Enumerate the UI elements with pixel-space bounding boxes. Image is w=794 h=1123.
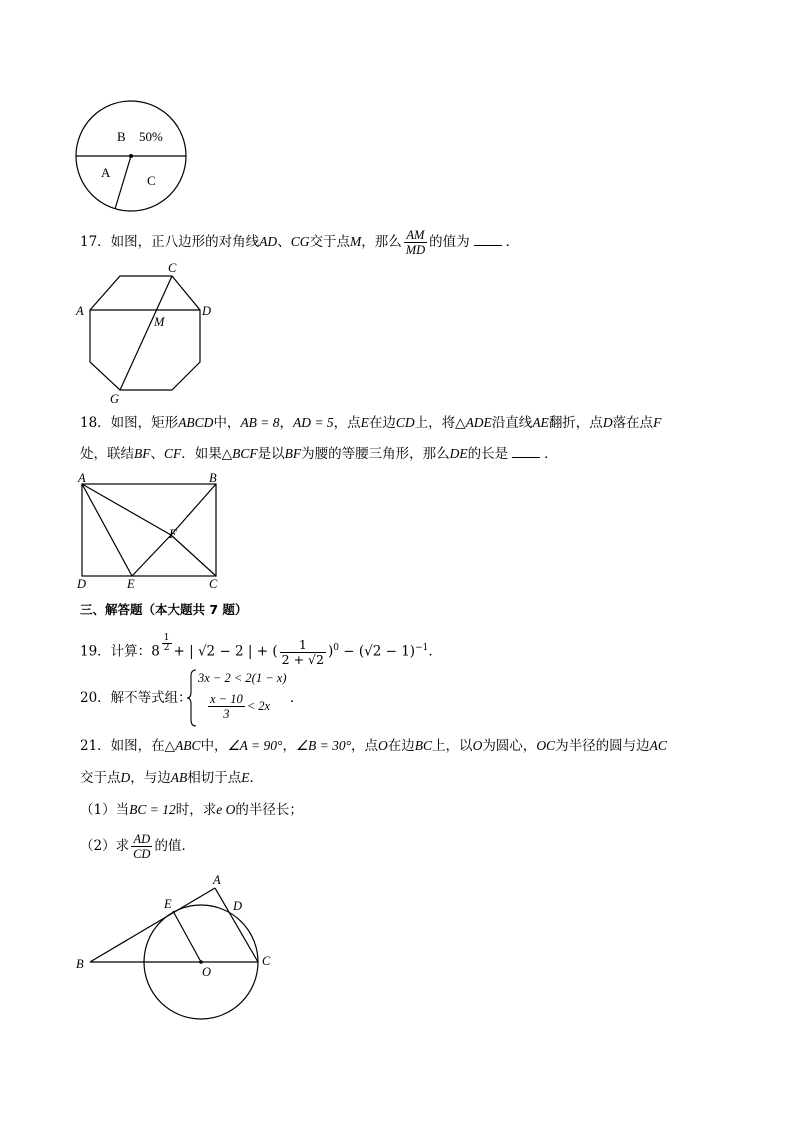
q17-octagon-figure bbox=[72, 258, 222, 408]
section-heading: 三、解答题（本大题共 7 题） bbox=[80, 602, 248, 617]
q18-rectangle-figure bbox=[72, 472, 232, 592]
q20-end: ． bbox=[290, 690, 304, 706]
q16-label-a: A bbox=[101, 165, 111, 180]
q16-label-pct: 50% bbox=[139, 129, 163, 144]
q21-label-d: D bbox=[233, 899, 243, 913]
q21-circle-triangle-figure bbox=[70, 868, 290, 1048]
q20-fraction: $\frac{x - 10}{3}$ bbox=[210, 692, 243, 721]
q17-label-m: M bbox=[154, 315, 165, 329]
q20-inequality-1: 3x − 2 < 2(1 − x) bbox=[198, 671, 287, 685]
q16-pie-figure bbox=[70, 95, 195, 220]
q16-label-b: B bbox=[117, 129, 126, 144]
q16-label-c: C bbox=[147, 173, 156, 188]
q17-answer-blank[interactable] bbox=[474, 233, 502, 246]
q21-label-o: O bbox=[202, 965, 212, 979]
q18-label-e: E bbox=[127, 577, 135, 591]
q19-exponent-fraction: $\frac{1}{2}$ bbox=[163, 633, 170, 653]
q18-label-d: D bbox=[77, 577, 87, 591]
q20-brace bbox=[186, 668, 198, 728]
q18-label-f: F bbox=[169, 527, 177, 541]
q18-label-b: B bbox=[209, 471, 217, 485]
q21-question-line2: 交于点D，与边AB相切于点E． bbox=[80, 770, 263, 786]
q17-label-d: D bbox=[202, 304, 212, 318]
q21-label-c: C bbox=[262, 954, 271, 968]
q21-question-line1: 21．如图，在△ABC中，∠A = 90°，∠B = 30°，点O在边BC上，以O为圆心，OC为半径的圆与边AC bbox=[80, 738, 667, 754]
q21-part1: （1）当BC = 12时，求e O的半径长； bbox=[80, 802, 303, 818]
q21-fraction: $\frac{AD}{CD}$ bbox=[133, 832, 151, 861]
q21-part2: （2）求 $\frac{AD}{CD}$ 的值． bbox=[80, 832, 195, 861]
q17-label-a: A bbox=[76, 304, 84, 318]
q19-fraction: $\frac{1}{2 + √2}$ bbox=[281, 636, 324, 667]
q17-label-c: C bbox=[168, 261, 177, 275]
q18-question-line1: 18．如图，矩形ABCD中，AB = 8，AD = 5，点E在边CD上，将△ADE沿直线AE翻折，点D落在点F bbox=[80, 415, 662, 431]
q20-inequality-2: $\frac{x - 10}{3}$ < 2x bbox=[210, 692, 271, 721]
q18-question-line2: 处，联结BF、CF．如果△BCF是以BF为腰的等腰三角形，那么DE的长是 ． bbox=[80, 446, 558, 462]
q17-fraction: $\frac{AM}{MD}$ bbox=[405, 228, 426, 257]
q18-label-a: A bbox=[78, 471, 86, 485]
q19-question: 19．计算：8 $\frac{1}{2}$ + | √2 − 2 | + ( $\frac{1}{2 + √2}$ )$^0 - (√2 - 1)^{-1}$． bbox=[80, 633, 442, 667]
q21-label-a: A bbox=[213, 873, 221, 887]
q20-label: 20．解不等式组： bbox=[80, 690, 192, 706]
q17-label-g: G bbox=[110, 392, 120, 406]
q17-question: 17．如图，正八边形的对角线AD、CG交于点M，那么 $\frac{AM}{MD}$ 的值为 ． bbox=[80, 228, 520, 257]
q21-label-b: B bbox=[76, 957, 84, 971]
q18-answer-blank[interactable] bbox=[512, 445, 540, 458]
q21-label-e: E bbox=[164, 897, 172, 911]
q18-label-c: C bbox=[209, 577, 218, 591]
